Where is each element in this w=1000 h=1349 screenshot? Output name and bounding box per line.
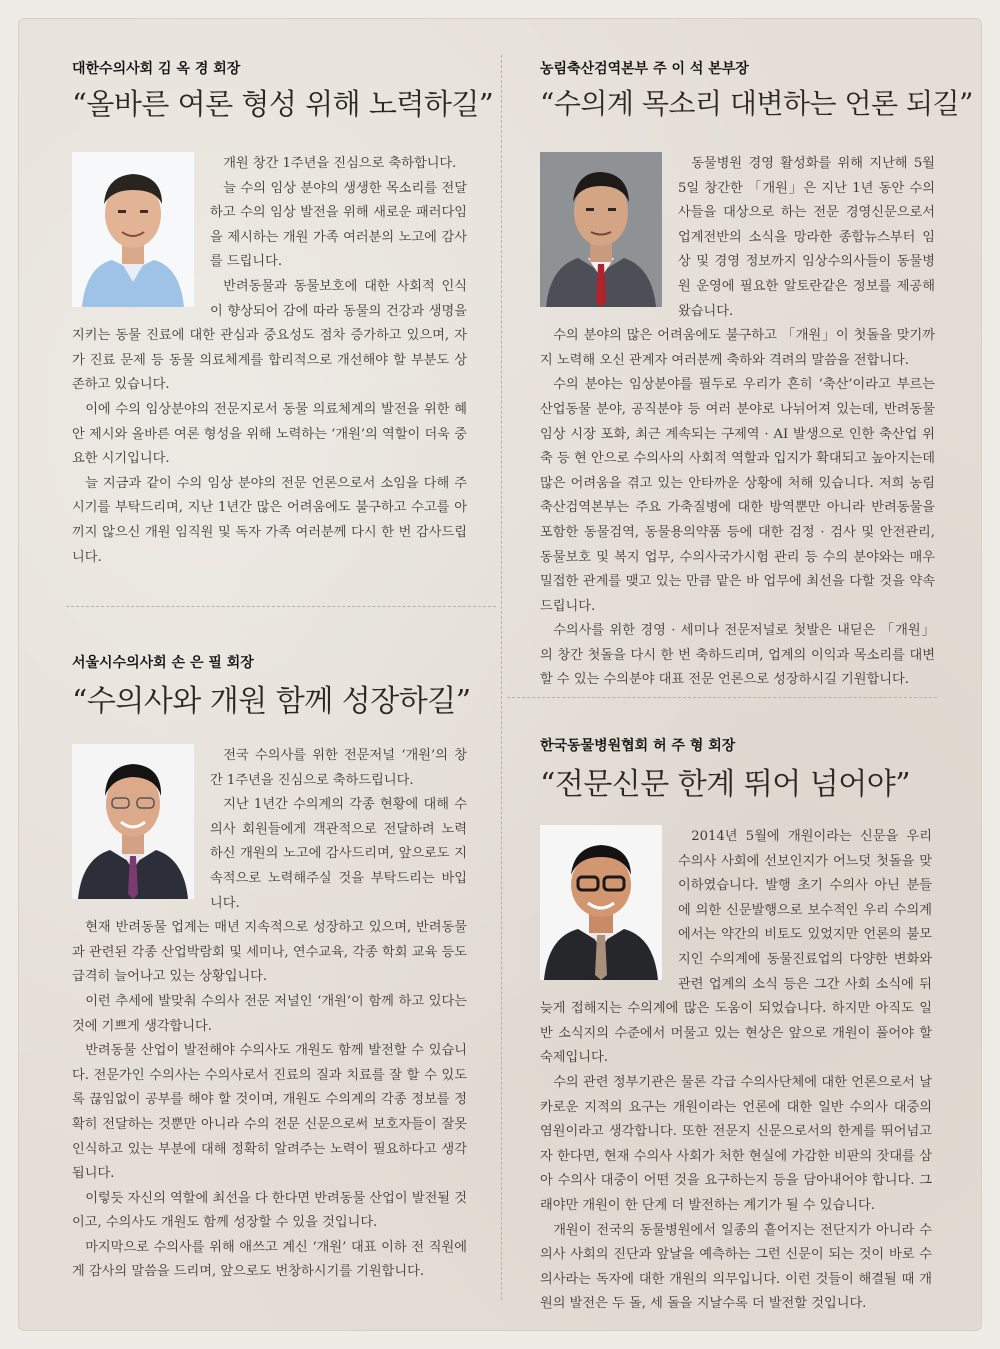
portrait-photo (540, 152, 662, 309)
article-headline: “수의계 목소리 대변하는 언론 되길” (540, 87, 973, 120)
column-divider (501, 55, 502, 1300)
article-body (540, 825, 932, 1317)
article-joo-yi-seok (540, 58, 973, 688)
portrait-photo (72, 744, 194, 901)
article-paragraph: 이런 추세에 발맞춰 수의사 전문 저널인 ‘개원’이 함께 하고 있다는 것에 기쁘게 생각합니다. (72, 993, 467, 1034)
article-byline: 한국동물병원협회 허 주 형 회장 (540, 738, 736, 754)
article-paragraph: 이에 수의 임상분야의 전문지로서 동물 의료체계의 발전을 위한 혜안 제시와 올바른 여론 형성을 위해 노력하는 ‘개원’의 역할이 더욱 중요한 시기입니다. (72, 401, 467, 467)
article-kim-ok-kyung (72, 58, 494, 598)
article-heo-joo-hyung (540, 735, 940, 1312)
article-son-eun-pil (72, 652, 472, 1302)
article-paragraph: 수의 분야의 많은 어려움에도 불구하고 「개원」이 첫돌을 맞기까지 노력해 오신 관계자 여러분께 축하와 격려의 말씀을 전합니다. (540, 328, 935, 368)
article-body (72, 744, 467, 1285)
article-paragraph: 개원이 전국의 동물병원에서 일종의 흩어지는 전단지가 아니라 수의사 사회의 진단과 앞날을 예측하는 그런 신문이 되는 것이 바로 수의사라는 독자에 대한 개원의 의무입니다. 이런 것들이 해결될 때 개원의 발전은 두 돌, 세 돌을 지날수록 더 발전할 것입니다. (540, 1222, 932, 1312)
article-byline: 대한수의사회 김 옥 경 회장 (72, 61, 241, 77)
article-paragraph: 개원 창간 1주년을 진심으로 축하합니다. (223, 156, 457, 171)
article-paragraph: 반려동물 산업이 발전해야 수의사도 개원도 함께 발전할 수 있습니다. 전문가인 수의사는 수의사로서 진료의 질과 치료를 잘 할 수 있도록 끊임없이 공부를 해야 할 것이며, 개원도 수의계의 각종 정보를 정확히 전달하는 것뿐만 아니라 수의 전문 신문으로써 보호자들이 잘못 인식하고 있는 부분에 대해 정확히 알려주는 노력이 필요하다고 생각됩니다. (72, 1043, 467, 1182)
article-paragraph: 마지막으로 수의사를 위해 애쓰고 계신 ‘개원’ 대표 이하 전 직원에게 감사의 말씀을 드리며, 앞으로도 번창하시기를 기원합니다. (72, 1239, 467, 1280)
article-paragraph: 2014년 5월에 개원이라는 신문을 우리 수의사 사회에 선보인지가 어느덧 첫돌을 맞이하였습니다. 발행 초기 수의사 아닌 분들에 의한 신문발행으로 보수적인 우리 수의계에서는 약간의 비토도 있었지만 언론의 불모지인 수의계에 동물진료업의 다양한 변화와 관련 업계의 소식 등은 그간 사회 소식에 뒤늦게 접해지는 수의계에 많은 도움이 되었습니다. 하지만 아직도 일반 소식지의 수준에서 머물고 있는 현상은 앞으로 개원이 풀어야 할 숙제입니다. (540, 829, 932, 1066)
article-paragraph: 수의 분야는 임상분야를 필두로 우리가 흔히 ‘축산’이라고 부르는 산업동물 분야, 공직분야 등 여러 분야로 나뉘어져 있는데, 반려동물 임상 시장 포화, 최근 계속되는 구제역 · AI 발생으로 인한 축산업 위축 등 현 안으로 수의사의 사회적 역할과 입지가 확대되고 높아지는데 많은 어려움을 겪고 있는 안타까운 상황에 처해 있습니다. 저희 농림축산검역본부는 주요 가축질병에 대한 방역뿐만 아니라 반려동물을 포함한 동물검역, 동물용의약품 등에 대한 검정 · 검사 및 안전관리, 동물보호 및 복지 업무, 수의사국가시험 관리 등 수의 분야와는 매우 밀접한 관계를 맺고 있는 만큼 맡은 바 업무에 최선을 다할 것을 약속드립니다. (540, 377, 935, 614)
article-paragraph: 동물병원 경영 활성화를 위해 지난해 5월 5일 창간한 「개원」은 지난 1년 동안 수의사들을 대상으로 하는 전문 경영신문으로서 업계전반의 소식을 망라한 종합뉴스부터 임상 및 경영 정보까지 임상수의사들이 동물병원 운영에 필요한 알토란같은 정보를 제공해 왔습니다. (678, 156, 935, 319)
article-paragraph: 늘 지금과 같이 수의 임상 분야의 전문 언론으로서 소임을 다해 주시기를 부탁드리며, 지난 1년간 많은 어려움에도 불구하고 수고를 아끼지 않으신 개원 임직원 및 독자 가족 여러분께 다시 한 번 감사드립니다. (72, 475, 467, 565)
article-headline: “올바른 여론 형성 위해 노력하길” (72, 87, 494, 121)
article-paragraph: 전국 수의사를 위한 전문저널 ‘개원’의 창간 1주년을 진심으로 축하드립니다. (210, 748, 467, 788)
article-byline: 서울시수의사회 손 은 필 회장 (72, 655, 254, 671)
article-headline: “전문신문 한계 뛰어 넘어야” (540, 767, 911, 802)
article-byline: 농림축산검역본부 주 이 석 본부장 (540, 61, 749, 77)
article-paragraph: 늘 수의 임상 분야의 생생한 목소리를 전달하고 수의 임상 발전을 위해 새로운 패러다임을 제시하는 개원 가족 여러분의 노고에 감사를 드립니다. (210, 180, 467, 270)
article-paragraph: 지난 1년간 수의계의 각종 현황에 대해 수의사 회원들에게 객관적으로 전달하려 노력하신 개원의 노고에 감사드리며, 앞으로도 지속적으로 노력해주실 것을 부탁드리는 바입니다. (210, 797, 467, 911)
article-paragraph: 수의 관련 정부기관은 물론 각급 수의사단체에 대한 언론으로서 날카로운 지적의 요구는 개원이라는 언론에 대한 일반 수의사 대중의 염원이라고 생각합니다. 또한 전문지 신문으로서의 한계를 뛰어넘고자 한다면, 현재 수의사 사회가 처한 현실에 가감한 비판의 잣대를 삼아 수의사 대중이 어떤 것을 요구하는지 등을 담아내어야 합니다. 그래야만 개원이 한 단계 더 발전하는 계기가 될 수 있습니다. (540, 1074, 932, 1213)
article-headline: “수의사와 개원 함께 성장하길” (72, 684, 471, 719)
row-divider-left (66, 606, 496, 607)
article-paragraph: 수의사를 위한 경영 · 세미나 전문저널로 첫발은 내딛은 「개원」의 창간 첫돌을 다시 한 번 축하드리며, 업계의 이익과 목소리를 대변할 수 있는 수의분야 대표 전문 언론으로 성장하시길 기원합니다. (540, 623, 935, 688)
article-body (72, 152, 467, 570)
portrait-photo (72, 152, 194, 309)
article-paragraph: 이렇듯 자신의 역할에 최선을 다 한다면 반려동물 산업이 발전될 것이고, 수의사도 개원도 함께 성장할 수 있을 것입니다. (72, 1190, 467, 1231)
article-paragraph: 현재 반려동물 업계는 매년 지속적으로 성장하고 있으며, 반려동물과 관련된 각종 산업박람회 및 세미나, 연수교육, 각종 학회 교육 등도 급격히 늘어나고 있는 상황입니다. (72, 920, 467, 985)
article-body (540, 152, 935, 693)
portrait-photo (540, 825, 662, 982)
article-paragraph: 반려동물과 동물보호에 대한 사회적 인식이 향상되어 감에 따라 동물의 건강과 생명을 지키는 동물 진료에 대한 관심과 중요성도 점차 증가하고 있으며, 자가 진료 문제 등 동물 의료체계를 합리적으로 개선해야 할 부분도 상존하고 있습니다. (72, 278, 467, 393)
row-divider-right (507, 697, 937, 698)
